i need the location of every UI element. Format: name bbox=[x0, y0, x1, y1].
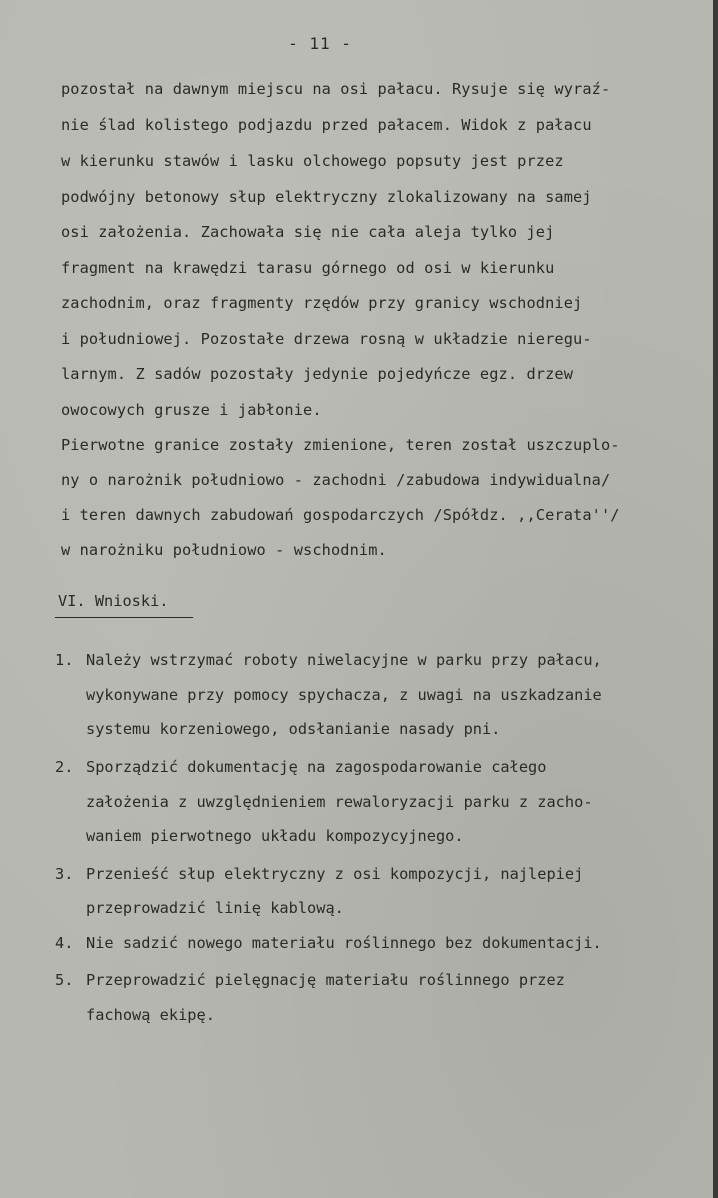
section-heading: VI. Wnioski. bbox=[58, 592, 169, 610]
paragraph-line: w narożniku południowo - wschodnim. bbox=[61, 541, 387, 559]
paragraph-line: ny o narożnik południowo - zachodni /zabudowa indywidualna/ bbox=[61, 471, 611, 489]
paragraph-line: larnym. Z sadów pozostały jedynie pojedyńcze egz. drzew bbox=[61, 365, 574, 383]
list-item-number: 5. bbox=[55, 971, 74, 989]
list-item-line: Przenieść słup elektryczny z osi kompozycji, najlepiej bbox=[86, 865, 584, 883]
paragraph-line: osi założenia. Zachowała się nie cała aleja tylko jej bbox=[61, 223, 555, 241]
paragraph-line: owocowych grusze i jabłonie. bbox=[61, 401, 322, 419]
paragraph-line: podwójny betonowy słup elektryczny zlokalizowany na samej bbox=[61, 188, 592, 206]
list-item-number: 2. bbox=[55, 758, 74, 776]
paragraph-line: i południowej. Pozostałe drzewa rosną w układzie nieregu- bbox=[61, 330, 592, 348]
list-item-line: fachową ekipę. bbox=[86, 1006, 215, 1024]
list-item-number: 4. bbox=[55, 934, 74, 952]
paragraph-line: fragment na krawędzi tarasu górnego od osi w kierunku bbox=[61, 259, 555, 277]
paragraph-line: zachodnim, oraz fragmenty rzędów przy granicy wschodniej bbox=[61, 294, 583, 312]
paragraph-line: Pierwotne granice zostały zmienione, teren został uszczuplo- bbox=[61, 436, 620, 454]
list-item-line: Przeprowadzić pielęgnację materiału roślinnego przez bbox=[86, 971, 565, 989]
paragraph-line: w kierunku stawów i lasku olchowego popsuty jest przez bbox=[61, 152, 564, 170]
paragraph-line: i teren dawnych zabudowań gospodarczych /Spółdz. ,,Cerata''/ bbox=[61, 506, 620, 524]
paragraph-line: nie ślad kolistego podjazdu przed pałacem. Widok z pałacu bbox=[61, 116, 592, 134]
page-edge-shadow bbox=[713, 0, 718, 1198]
list-item-line: systemu korzeniowego, odsłanianie nasady pni. bbox=[86, 720, 501, 738]
page-number: - 11 - bbox=[288, 34, 352, 53]
list-item-line: założenia z uwzględnieniem rewaloryzacji parku z zacho- bbox=[86, 793, 593, 811]
paragraph-line: pozostał na dawnym miejscu na osi pałacu. Rysuje się wyraź- bbox=[61, 80, 611, 98]
list-item-line: waniem pierwotnego układu kompozycyjnego. bbox=[86, 827, 464, 845]
list-item-line: Sporządzić dokumentację na zagospodarowanie całego bbox=[86, 758, 547, 776]
list-item-number: 3. bbox=[55, 865, 74, 883]
heading-underline bbox=[55, 617, 193, 618]
list-item-line: Nie sadzić nowego materiału roślinnego bez dokumentacji. bbox=[86, 934, 602, 952]
list-item-line: wykonywane przy pomocy spychacza, z uwagi na uszkadzanie bbox=[86, 686, 602, 704]
list-item-line: Należy wstrzymać roboty niwelacyjne w parku przy pałacu, bbox=[86, 651, 602, 669]
list-item-line: przeprowadzić linię kablową. bbox=[86, 899, 344, 917]
list-item-number: 1. bbox=[55, 651, 74, 669]
